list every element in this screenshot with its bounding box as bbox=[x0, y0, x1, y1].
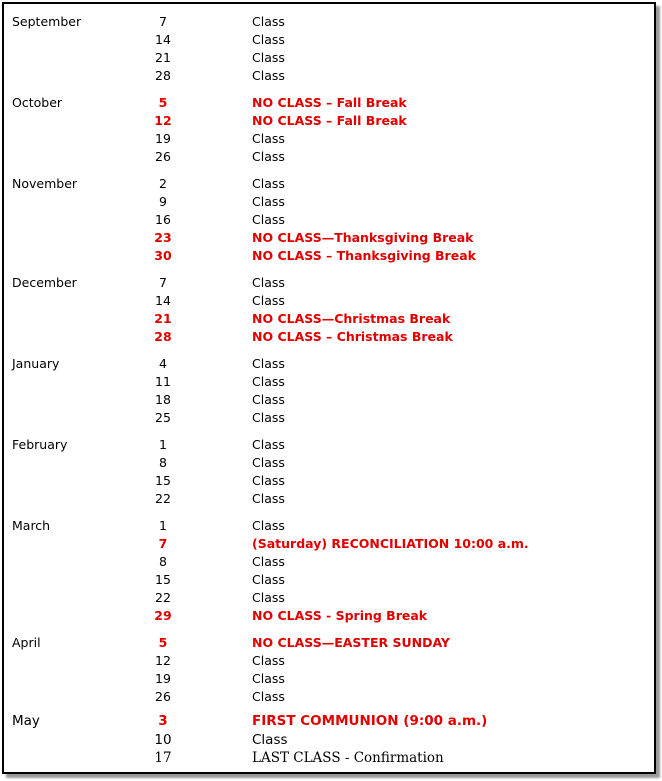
event-description: Class bbox=[252, 455, 285, 470]
day-number: 18 bbox=[155, 392, 171, 407]
event-description: Class bbox=[252, 131, 285, 146]
event-description: NO CLASS—EASTER SUNDAY bbox=[252, 635, 450, 650]
day-number: 16 bbox=[155, 212, 171, 227]
event-description: (Saturday) RECONCILIATION 10:00 a.m. bbox=[252, 536, 529, 551]
schedule-frame bbox=[2, 2, 656, 774]
day-number: 3 bbox=[158, 713, 168, 729]
event-description: Class bbox=[252, 731, 288, 748]
event-description: Class bbox=[252, 50, 285, 65]
event-description: Class bbox=[252, 554, 285, 569]
day-number: 5 bbox=[158, 95, 168, 110]
event-description: NO CLASS—Thanksgiving Break bbox=[252, 230, 474, 245]
event-description: NO CLASS – Fall Break bbox=[252, 113, 407, 128]
day-number: 21 bbox=[154, 311, 172, 326]
day-number: 22 bbox=[155, 491, 171, 506]
event-description: Class bbox=[252, 356, 285, 371]
event-description: Class bbox=[252, 473, 285, 488]
month-label: September bbox=[12, 14, 82, 29]
event-description: Class bbox=[252, 437, 285, 452]
month-label: March bbox=[12, 518, 51, 533]
day-number: 23 bbox=[154, 230, 172, 245]
event-description: NO CLASS – Christmas Break bbox=[252, 329, 453, 344]
event-description: Class bbox=[252, 689, 285, 704]
day-number: 10 bbox=[154, 731, 172, 748]
day-number: 7 bbox=[158, 536, 168, 551]
event-description: Class bbox=[252, 194, 285, 209]
month-label: April bbox=[12, 635, 41, 650]
event-description: Class bbox=[252, 293, 285, 308]
event-description: LAST CLASS - Confirmation bbox=[252, 750, 444, 766]
day-number: 8 bbox=[159, 554, 167, 569]
event-description: Class bbox=[252, 671, 285, 686]
event-description: Class bbox=[252, 14, 285, 29]
day-number: 5 bbox=[158, 635, 168, 650]
month-label: October bbox=[12, 95, 63, 110]
event-description: Class bbox=[252, 176, 285, 191]
day-number: 26 bbox=[155, 689, 171, 704]
day-number: 26 bbox=[155, 149, 171, 164]
day-number: 11 bbox=[155, 374, 171, 389]
day-number: 15 bbox=[155, 473, 171, 488]
event-description: Class bbox=[252, 275, 285, 290]
event-description: NO CLASS - Spring Break bbox=[252, 608, 428, 623]
day-number: 19 bbox=[155, 131, 171, 146]
day-number: 2 bbox=[159, 176, 167, 191]
day-number: 4 bbox=[159, 356, 167, 371]
event-description: Class bbox=[252, 149, 285, 164]
day-number: 17 bbox=[154, 750, 172, 766]
month-label: January bbox=[12, 356, 60, 371]
day-number: 8 bbox=[159, 455, 167, 470]
event-description: NO CLASS—Christmas Break bbox=[252, 311, 451, 326]
day-number: 22 bbox=[155, 590, 171, 605]
month-label: February bbox=[12, 437, 68, 452]
day-number: 21 bbox=[155, 50, 171, 65]
day-number: 9 bbox=[159, 194, 167, 209]
event-description: Class bbox=[252, 392, 285, 407]
month-label: November bbox=[12, 176, 78, 191]
event-description: NO CLASS – Fall Break bbox=[252, 95, 407, 110]
event-description: Class bbox=[252, 410, 285, 425]
event-description: Class bbox=[252, 212, 285, 227]
day-number: 7 bbox=[159, 14, 167, 29]
event-description: Class bbox=[252, 590, 285, 605]
day-number: 7 bbox=[159, 275, 167, 290]
month-label: December bbox=[12, 275, 77, 290]
event-description: FIRST COMMUNION (9:00 a.m.) bbox=[252, 713, 488, 729]
day-number: 25 bbox=[155, 410, 171, 425]
event-description: NO CLASS – Thanksgiving Break bbox=[252, 248, 476, 263]
day-number: 19 bbox=[155, 671, 171, 686]
day-number: 12 bbox=[155, 653, 171, 668]
day-number: 12 bbox=[154, 113, 172, 128]
event-description: Class bbox=[252, 32, 285, 47]
day-number: 28 bbox=[154, 329, 172, 344]
event-description: Class bbox=[252, 518, 285, 533]
event-description: Class bbox=[252, 572, 285, 587]
day-number: 14 bbox=[155, 32, 171, 47]
event-description: Class bbox=[252, 68, 285, 83]
day-number: 15 bbox=[155, 572, 171, 587]
day-number: 1 bbox=[159, 437, 167, 452]
event-description: Class bbox=[252, 374, 285, 389]
month-label: May bbox=[12, 713, 40, 729]
day-number: 30 bbox=[154, 248, 172, 263]
day-number: 1 bbox=[159, 518, 167, 533]
event-description: Class bbox=[252, 653, 285, 668]
day-number: 29 bbox=[154, 608, 172, 623]
day-number: 28 bbox=[155, 68, 171, 83]
event-description: Class bbox=[252, 491, 285, 506]
day-number: 14 bbox=[155, 293, 171, 308]
